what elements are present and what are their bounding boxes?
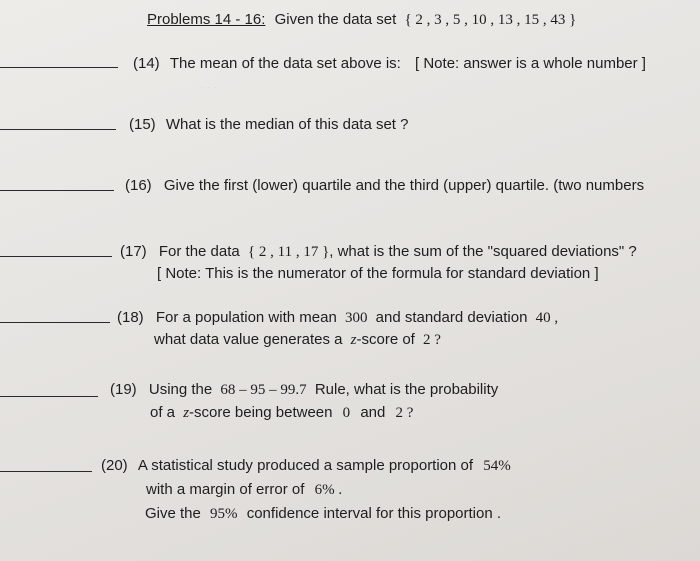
- question-14-number: (14): [133, 55, 160, 72]
- question-19-line2-b: -score being between: [189, 404, 333, 421]
- question-18-text-b: and standard deviation: [375, 309, 528, 326]
- question-20-proportion: 54%: [483, 458, 511, 474]
- question-18-line2-a: what data value generates a: [154, 331, 343, 348]
- answer-blank-17[interactable]: [0, 256, 112, 257]
- answer-blank-16[interactable]: [0, 190, 114, 191]
- question-20-line3-b: confidence interval for this proportion .: [246, 505, 502, 522]
- question-17-text-b: , what is the sum of the "squared deviations" ?: [329, 243, 637, 260]
- question-20-text-a: A statistical study produced a sample proportion of: [137, 457, 474, 474]
- question-19-rule: 68 – 95 – 99.7: [220, 382, 307, 398]
- question-17-note: [ Note: This is the numerator of the formula for standard deviation ]: [157, 265, 599, 282]
- question-19-number: (19): [110, 381, 137, 398]
- question-18-text-a: For a population with mean: [155, 309, 337, 326]
- answer-blank-14[interactable]: [0, 67, 118, 68]
- header-text: Given the data set: [274, 11, 397, 28]
- question-17-text-a: For the data: [158, 243, 240, 260]
- question-14: [133, 55, 646, 73]
- question-20: [101, 457, 511, 475]
- question-19: [110, 381, 498, 399]
- header-label: Problems 14 - 16:: [147, 11, 266, 28]
- question-19-text-a: Using the: [148, 381, 213, 398]
- question-15-text: What is the median of this data set ?: [165, 116, 409, 133]
- question-14-text: The mean of the data set above is:: [169, 55, 401, 72]
- answer-blank-19[interactable]: [0, 396, 98, 397]
- header-data-set: { 2 , 3 , 5 , 10 , 13 , 15 , 43 }: [404, 12, 577, 28]
- question-19-z: z: [183, 405, 190, 421]
- question-20-number: (20): [101, 457, 128, 474]
- question-18: [117, 309, 558, 327]
- question-20-line-2: [146, 481, 342, 499]
- answer-blank-15[interactable]: [0, 129, 116, 130]
- question-15: [129, 116, 409, 134]
- question-16-text: Give the first (lower) quartile and the third (upper) quartile. (two numbers: [163, 177, 645, 194]
- question-16-number: (16): [125, 177, 152, 194]
- question-17-number: (17): [120, 243, 147, 260]
- question-18-value: 2 ?: [423, 332, 441, 348]
- answer-blank-18[interactable]: [0, 322, 110, 323]
- answer-blank-20[interactable]: [0, 471, 92, 472]
- question-18-mean: 300: [344, 310, 368, 326]
- question-19-low: 0: [342, 405, 351, 421]
- question-18-line-2: [154, 331, 441, 349]
- question-20-moe: 6% .: [314, 482, 343, 498]
- question-20-line2-a: with a margin of error of: [146, 481, 305, 498]
- question-19-line-2: [150, 404, 413, 422]
- question-15-number: (15): [129, 116, 156, 133]
- question-16: [125, 177, 644, 195]
- question-19-text-b: Rule, what is the probability: [314, 381, 499, 398]
- question-19-and: and: [360, 404, 386, 421]
- question-20-line-3: [145, 505, 501, 523]
- problem-header: [147, 11, 576, 29]
- question-20-line3-a: Give the: [145, 505, 201, 522]
- question-18-z: z: [350, 332, 357, 348]
- question-19-line2-a: of a: [150, 404, 176, 421]
- question-17: [120, 243, 637, 261]
- question-14-note: [ Note: answer is a whole number ]: [415, 55, 646, 72]
- question-17-data-set: { 2 , 11 , 17 }: [247, 244, 330, 260]
- question-19-high: 2 ?: [395, 405, 414, 421]
- question-18-sd: 40 ,: [535, 310, 559, 326]
- question-20-ci-level: 95%: [210, 506, 238, 522]
- bleed-through-text: · · ·: [200, 80, 217, 95]
- question-18-line2-b: -score of: [356, 331, 415, 348]
- question-18-number: (18): [117, 309, 144, 326]
